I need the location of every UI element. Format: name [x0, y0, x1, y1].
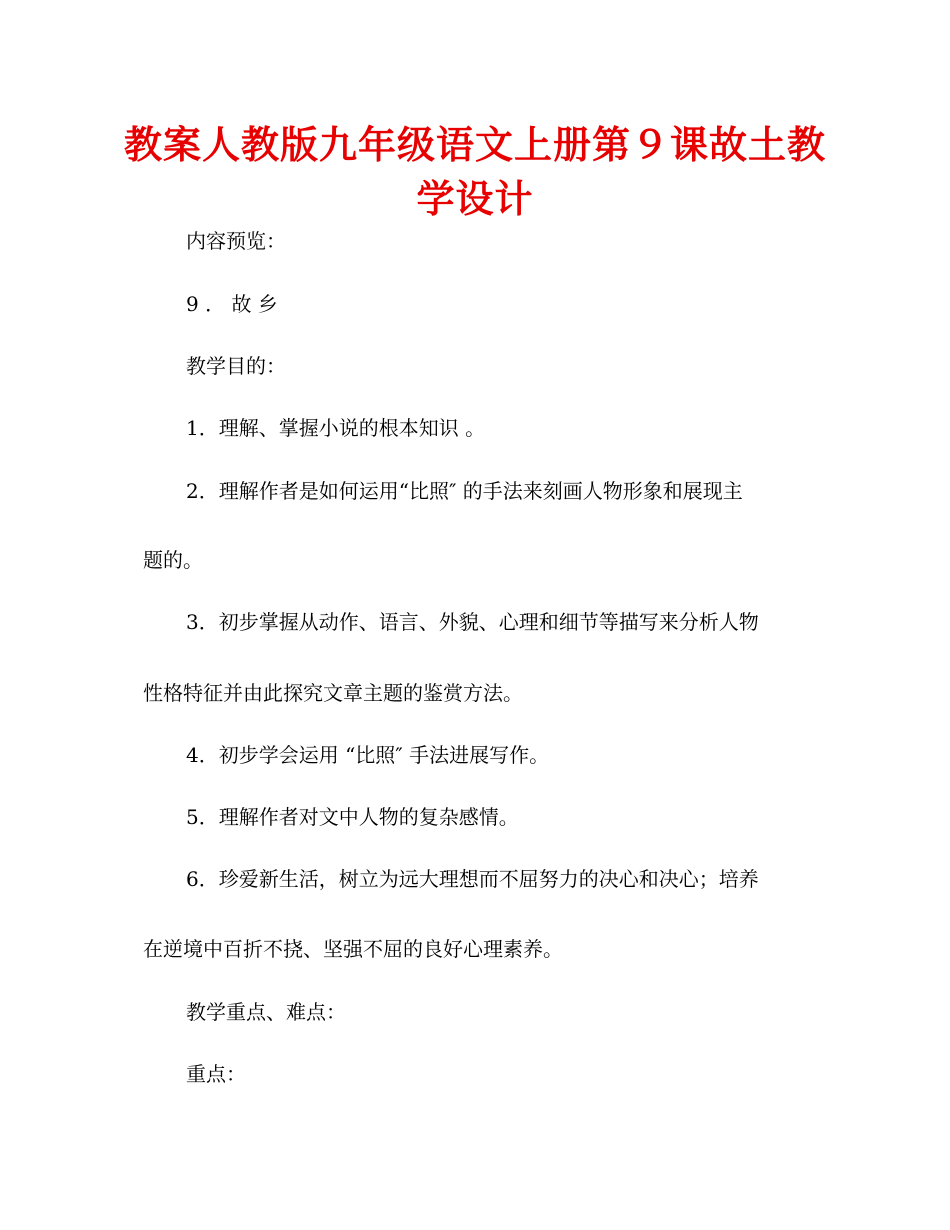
objective-3-line-1: 3．初步掌握从动作、语言、外貌、心理和细节等描写来分析人物 — [186, 610, 759, 634]
key-points-heading: 重点： — [186, 1062, 246, 1086]
objective-6-line-1: 6．珍爱新生活，树立为远大理想而不屈努力的决心和决心；培养 — [186, 867, 759, 891]
objective-3-line-2: 性格特征并由此探究文章主题的鉴赏方法。 — [143, 681, 523, 705]
objective-2-line-2: 题的。 — [143, 548, 203, 572]
objective-4: 4．初步学会运用 “比照″ 手法进展写作。 — [186, 743, 550, 767]
lesson-heading: 9 ． 故 乡 — [186, 292, 278, 316]
objective-1: 1．理解、掌握小说的根本知识 。 — [186, 416, 486, 440]
objective-2-line-1: 2．理解作者是如何运用“比照″ 的手法来刻画人物形象和展现主 — [186, 479, 743, 503]
objectives-heading: 教学目的： — [186, 354, 286, 378]
preview-label: 内容预览： — [186, 229, 286, 253]
objective-5: 5．理解作者对文中人物的复杂感情。 — [186, 805, 519, 829]
document-title: 教案人教版九年级语文上册第９课故土教学设计 — [123, 123, 826, 221]
objective-6-line-2: 在逆境中百折不挠、坚强不屈的良好心理素养。 — [143, 937, 563, 961]
key-difficult-points-heading: 教学重点、难点： — [186, 1000, 346, 1024]
